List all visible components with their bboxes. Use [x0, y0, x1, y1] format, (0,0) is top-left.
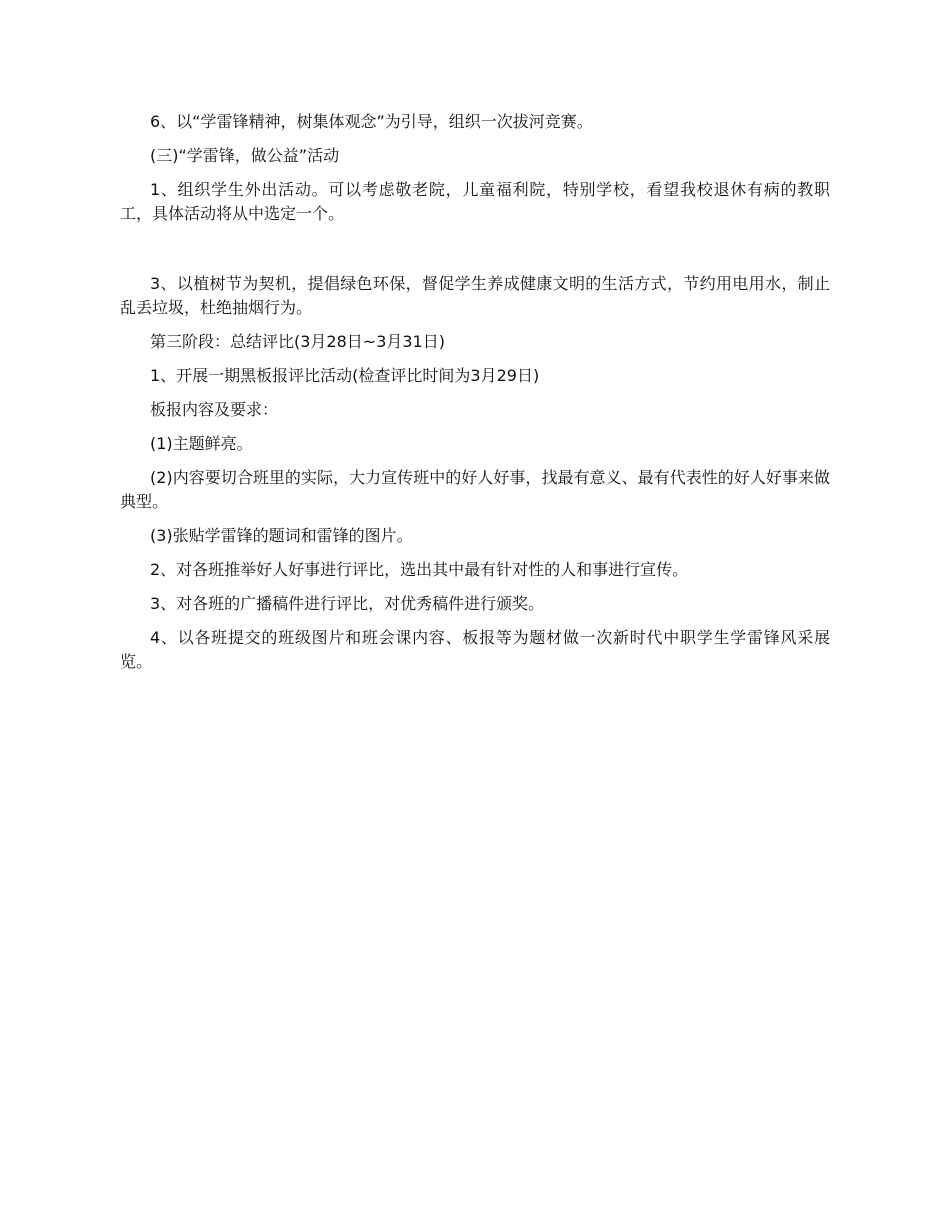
blank-gap — [120, 236, 830, 272]
paragraph: 6、以“学雷锋精神，树集体观念”为引导，组织一次拔河竞赛。 — [150, 112, 593, 131]
section-heading: 第三阶段：总结评比(3月28日~3月31日) — [150, 332, 445, 351]
section-heading: (三)“学雷锋，做公益”活动 — [150, 146, 340, 165]
paragraph: 3、以植树节为契机，提倡绿色环保，督促学生养成健康文明的生活方式，节约用电用水，制止乱丢垃圾，杜绝抽烟行为。 — [120, 274, 830, 317]
paragraph: 1、组织学生外出活动。可以考虑敬老院，儿童福利院，特别学校，看望我校退休有病的教职工，具体活动将从中选定一个。 — [120, 180, 830, 223]
paragraph: (2)内容要切合班里的实际，大力宣传班中的好人好事，找最有意义、最有代表性的好人好事来做典型。 — [120, 468, 830, 511]
paragraph: 板报内容及要求： — [150, 400, 279, 419]
paragraph: 2、对各班推举好人好事进行评比，选出其中最有针对性的人和事进行宣传。 — [150, 560, 689, 579]
paragraph: 3、对各班的广播稿件进行评比，对优秀稿件进行颁奖。 — [150, 594, 545, 613]
paragraph: 1、开展一期黑板报评比活动(检查评比时间为3月29日) — [150, 366, 540, 385]
paragraph: (1)主题鲜亮。 — [150, 434, 253, 453]
paragraph: (3)张贴学雷锋的题词和雷锋的图片。 — [150, 526, 413, 545]
paragraph: 4、以各班提交的班级图片和班会课内容、板报等为题材做一次新时代中职学生学雷锋风采展览。 — [120, 628, 830, 671]
document-body — [120, 110, 830, 684]
